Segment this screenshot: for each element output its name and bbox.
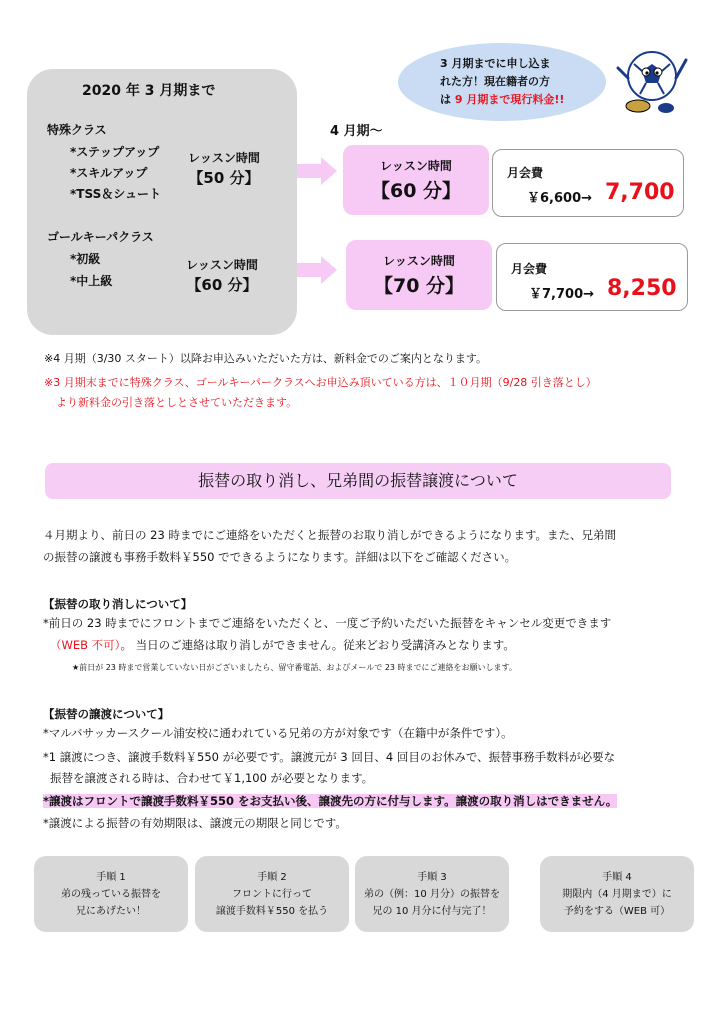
transfer-highlight-text: *譲渡はフロントで譲渡手数料￥550 をお支払い後、譲渡先の方に付与します。譲渡の取り消しはできません。 [43,794,618,808]
gk-fee-box [496,243,688,311]
bubble-line: れた方！現在籍者の方 [440,75,550,88]
gk-new-lesson [346,240,492,310]
step-line: 予約をする（WEB 可） [563,906,671,917]
cancel-line [50,634,515,656]
note-existing-members-cont: より新料金の引き落としとさせていただきます。 [56,396,298,409]
transfer-highlight [43,790,617,812]
section-title: 振替の取り消し、兄弟間の振替譲渡について [45,463,671,499]
step-line: 弟の（例：10 月分）の振替を [364,889,500,900]
current-plan-panel [27,69,297,335]
bubble-line [440,91,564,109]
step-title: 手順 2 [257,872,287,883]
transfer-heading: 【振替の譲渡について】 [43,707,170,721]
lesson-value: 【50 分】 [188,169,260,187]
gk-class-item: *中上級 [70,274,113,288]
transfer-line: 振替を譲渡される時は、合わせて￥1,100 が必要となります。 [50,771,374,785]
cancel-line-rest: 。 当日のご連絡は取り消しができません。従来どおり受講済みとなります。 [120,638,515,652]
step-line: 兄の 10 月分に付与完了！ [372,906,492,917]
arrow-right-icon [297,256,337,284]
step-title: 手順 1 [96,872,126,883]
lesson-label: レッスン時間 [186,258,258,272]
april-label: 4 月期～ [330,124,383,139]
note-existing-members: ※3 月期末までに特殊クラス、ゴールキーパークラスへお申込み頂いている方は、１０月期（9/28 引き落とし） [44,376,597,389]
step-line: 譲渡手数料￥550 を払う [215,906,329,917]
lesson-label: レッスン時間 [383,254,455,268]
intro-line: の振替の譲渡も事務手数料￥550 でできるようになります。詳細は以下をご確認ください。 [43,550,517,564]
current-plan-title: 2020 年 3 月期まで [82,83,216,99]
bubble-line-prefix: は [440,93,455,106]
intro-line: ４月期より、前日の 23 時までにご連絡をいただくと振替のお取り消しができるようになります。また、兄弟間 [43,528,617,542]
step-title: 手順 4 [602,872,632,883]
transfer-line: *マルバサッカースクール浦安校に通われている兄弟の方が対象です（在籍中が条件です）。 [43,726,513,740]
step-line: フロントに行って [232,889,312,900]
web-not-allowed: （WEB 不可） [50,638,121,652]
transfer-line: *譲渡による振替の有効期限は、譲渡元の期限と同じです。 [43,816,347,830]
gk-class-name: ゴールキーパクラス [47,230,154,244]
cancel-small-note: ★前日が 23 時まで営業していない日がございましたら、留守番電話、およびメールで 23 時までにご連絡をお願いします。 [72,663,517,672]
step-title: 手順 3 [417,872,447,883]
bubble-line: 3 月期までに申し込ま [440,57,551,70]
step-card [195,856,349,932]
mascot-soccer-ball-icon [612,38,692,118]
lesson-label: レッスン時間 [380,159,452,173]
gk-old-lesson [186,255,258,295]
step-card [540,856,694,932]
speech-bubble-text [440,55,564,109]
lesson-label: レッスン時間 [188,151,260,165]
fee-label: 月会費 [511,262,548,276]
arrow-right-icon [297,157,337,185]
cancel-line: *前日の 23 時までにフロントまでご連絡をいただくと、一度ご予約いただいた振替をキャンセル変更できます [43,616,612,630]
step-line: 兄にあげたい！ [76,906,146,917]
special-old-lesson [188,148,260,188]
special-fee-box [492,149,684,217]
special-class-name: 特殊クラス [47,123,107,137]
note-new-price: ※4 月期（3/30 スタート）以降お申込みいただいた方は、新料金でのご案内となります。 [44,352,488,365]
lesson-value: 【60 分】 [370,180,462,202]
fee-new: 8,250 [607,276,677,301]
lesson-value: 【60 分】 [186,276,258,294]
special-new-lesson [343,145,489,215]
special-class-item: *TSS＆シュート [70,187,161,201]
transfer-line: *1 譲渡につき、譲渡手数料￥550 が必要です。譲渡元が 3 回目、4 回目のお休みで、振替事務手数料が必要な [43,750,616,764]
fee-label: 月会費 [507,166,544,180]
special-class-item: *スキルアップ [70,166,148,180]
step-card [34,856,188,932]
special-class-item: *ステップアップ [70,145,160,159]
fee-old: ￥7,700→ [529,287,595,302]
gk-class-item: *初級 [70,252,101,266]
fee-old: ￥6,600→ [527,191,593,206]
bubble-line-red: 9 月期まで現行料金!! [454,93,565,106]
cancel-heading: 【振替の取り消しについて】 [43,597,193,611]
fee-new: 7,700 [605,180,675,205]
step-line: 弟の残っている振替を [61,889,161,900]
step-line: 期限内（4 月期まで）に [562,889,672,900]
lesson-value: 【70 分】 [373,275,465,297]
step-card [355,856,509,932]
